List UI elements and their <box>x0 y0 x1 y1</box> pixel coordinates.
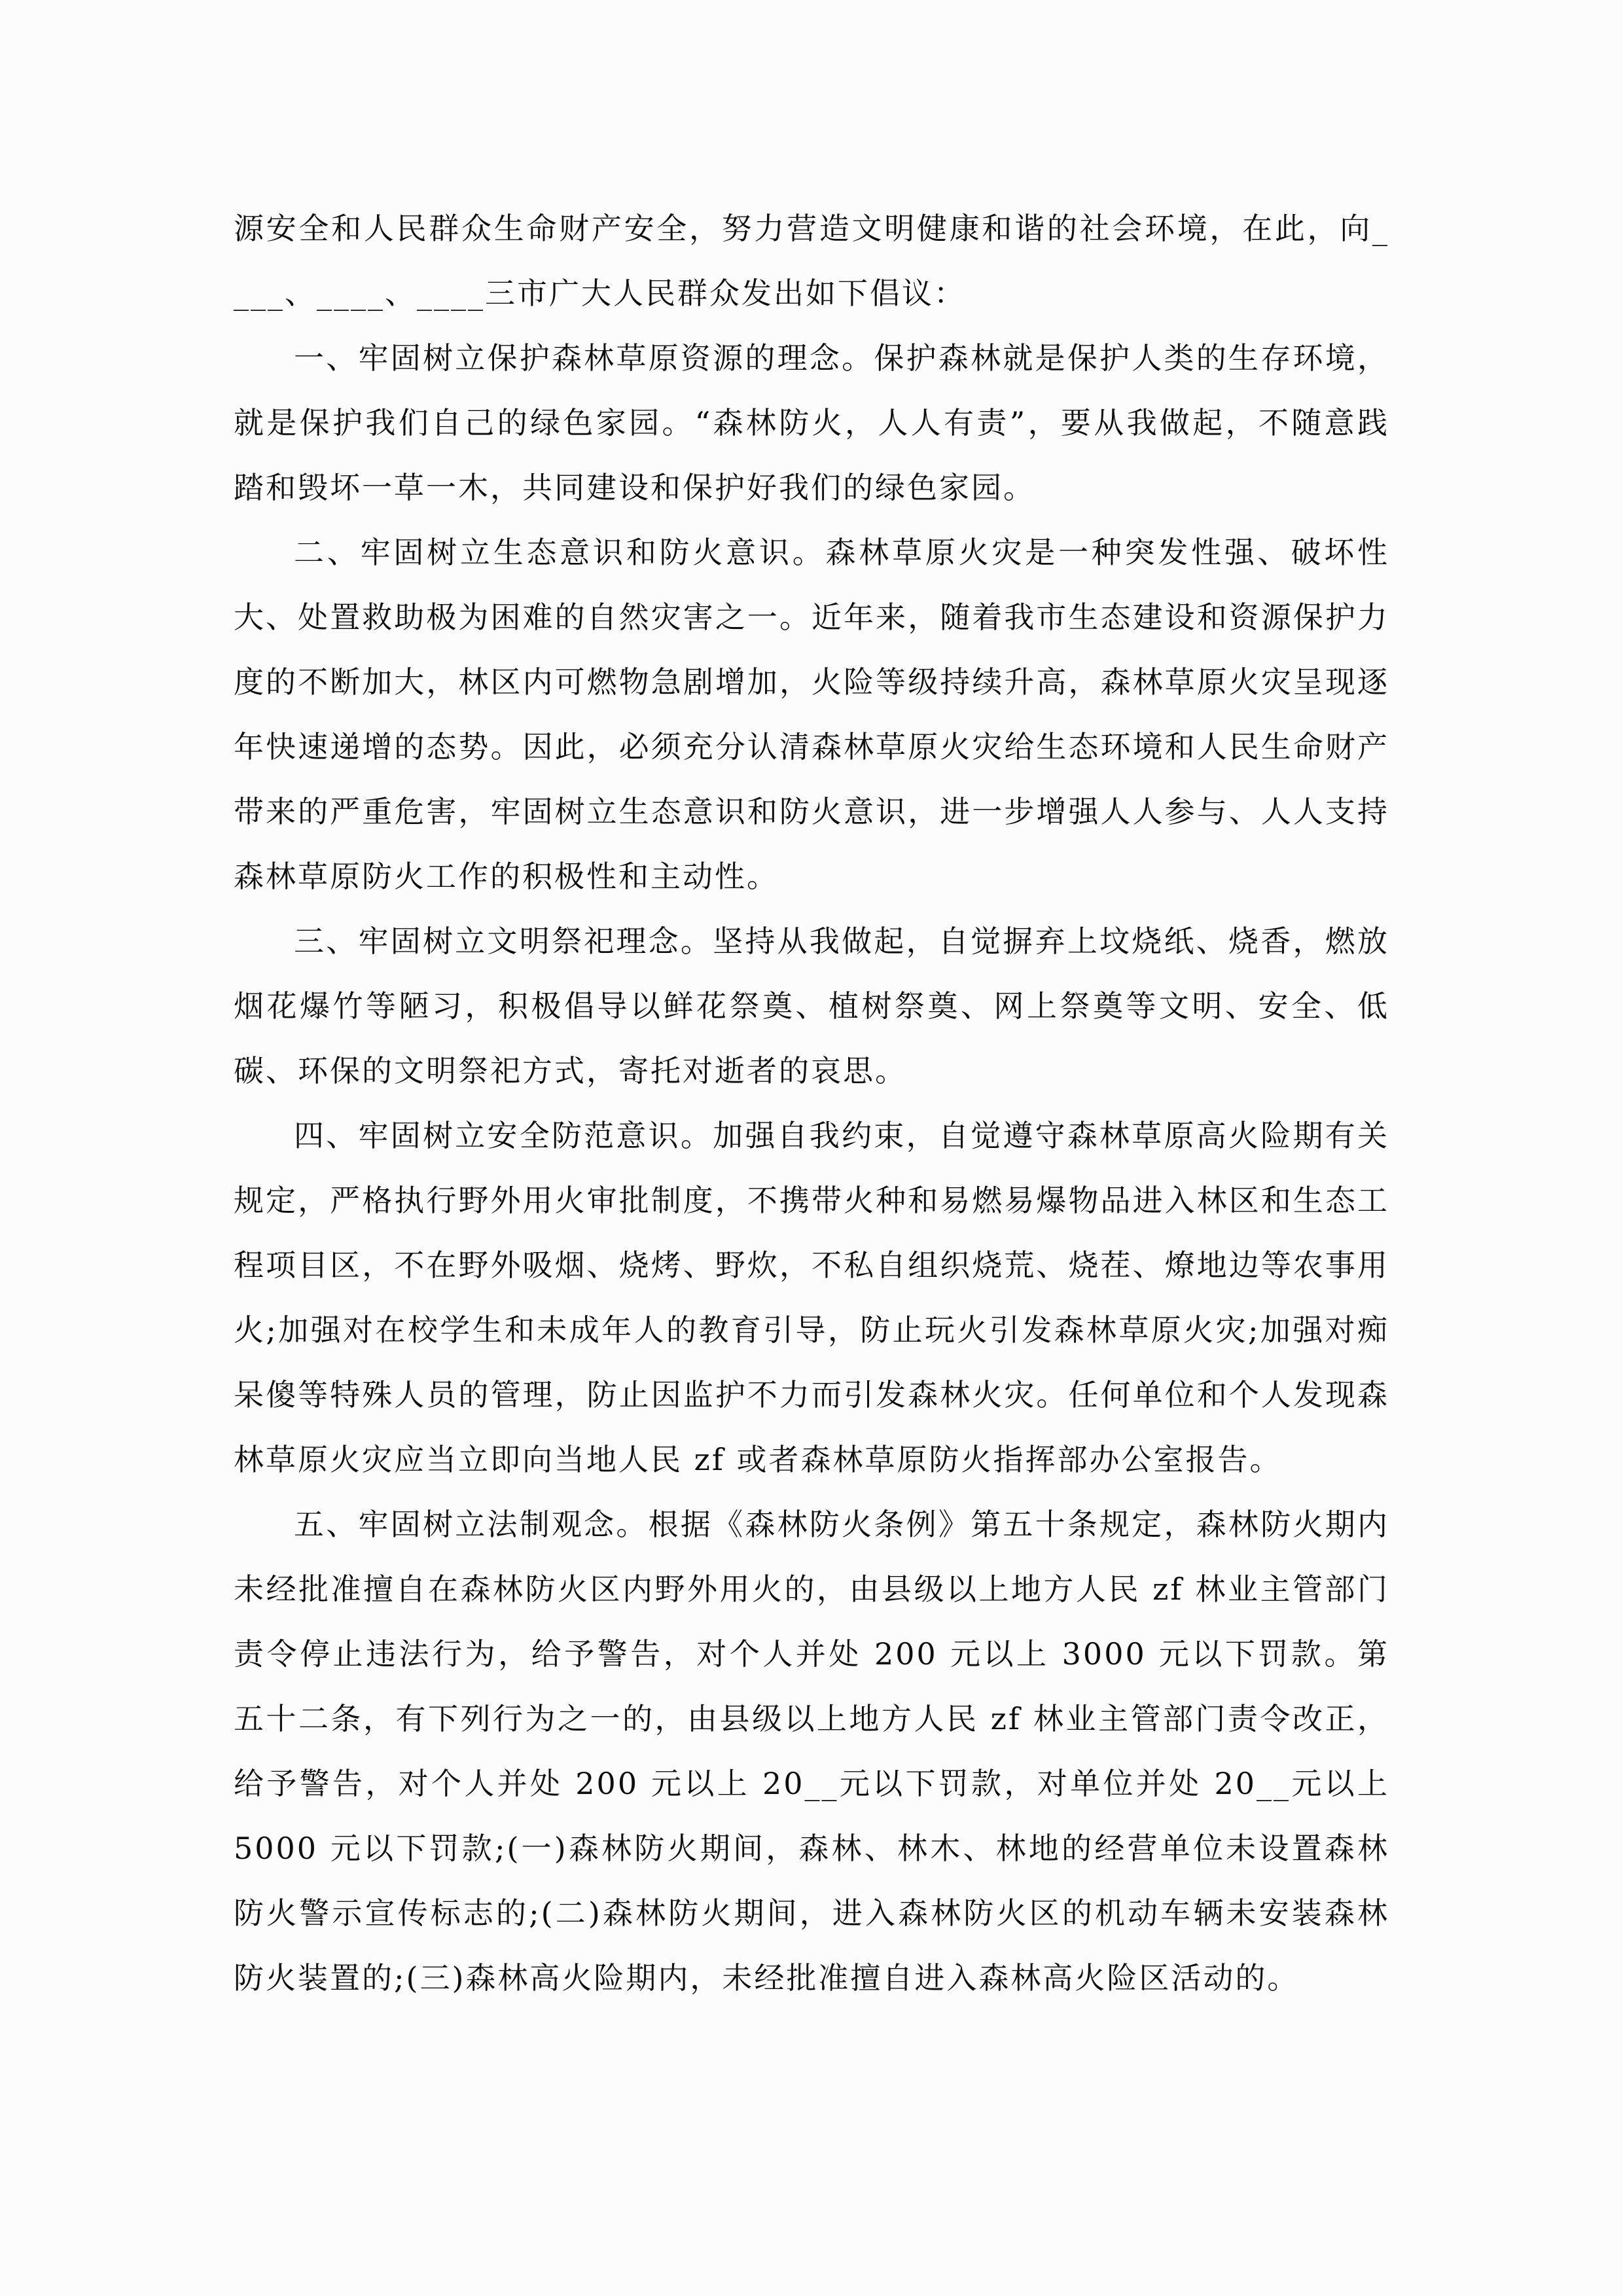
paragraph-point-5: 五、牢固树立法制观念。根据《森林防火条例》第五十条规定，森林防火期内未经批准擅自在森林防火区内野外用火的，由县级以上地方人民 zf 林业主管部门责令停止违法行为，给予警告，对个人并处 200 元以上 3000 元以下罚款。第五十二条，有下列行为之一的，由县级以上地方人民 zf 林业主管部门责令改正，给予警告，对个人并处 200 元以上 20__元以下罚款，对单位并处 20__元以上 5000 元以下罚款;(一)森林防火期间，森林、林木、林地的经营单位未设置森林防火警示宣传标志的;(二)森林防火期间，进入森林防火区的机动车辆未安装森林防火装置的;(三)森林高火险期内，未经批准擅自进入森林高火险区活动的。 <box>234 1507 1389 1996</box>
paragraph-point-3: 三、牢固树立文明祭祀理念。坚持从我做起，自觉摒弃上坟烧纸、烧香，燃放烟花爆竹等陋习，积极倡导以鲜花祭奠、植树祭奠、网上祭奠等文明、安全、低碳、环保的文明祭祀方式，寄托对逝者的哀思。 <box>234 924 1389 1088</box>
paragraph-point-1: 一、牢固树立保护森林草原资源的理念。保护森林就是保护人类的生存环境，就是保护我们自己的绿色家园。“森林防火，人人有责”，要从我做起，不随意践踏和毁坏一草一木，共同建设和保护好我们的绿色家园。 <box>234 340 1389 505</box>
paragraph-continuation: 源安全和人民群众生命财产安全，努力营造文明健康和谐的社会环境，在此，向____、____、____三市广大人民群众发出如下倡议： <box>234 211 1389 311</box>
paragraph-point-2: 二、牢固树立生态意识和防火意识。森林草原火灾是一种突发性强、破坏性大、处置救助极为困难的自然灾害之一。近年来，随着我市生态建设和资源保护力度的不断加大，林区内可燃物急剧增加，火险等级持续升高，森林草原火灾呈现逐年快速递增的态势。因此，必须充分认清森林草原火灾给生态环境和人民生命财产带来的严重危害，牢固树立生态意识和防火意识，进一步增强人人参与、人人支持森林草原防火工作的积极性和主动性。 <box>234 535 1389 894</box>
paragraph-point-4: 四、牢固树立安全防范意识。加强自我约束，自觉遵守森林草原高火险期有关规定，严格执行野外用火审批制度，不携带火种和易燃易爆物品进入林区和生态工程项目区，不在野外吸烟、烧烤、野炊，不私自组织烧荒、烧茬、燎地边等农事用火;加强对在校学生和未成年人的教育引导，防止玩火引发森林草原火灾;加强对痴呆傻等特殊人员的管理，防止因监护不力而引发森林火灾。任何单位和个人发现森林草原火灾应当立即向当地人民 zf 或者森林草原防火指挥部办公室报告。 <box>234 1118 1389 1477</box>
document-text-block <box>234 196 1389 2011</box>
